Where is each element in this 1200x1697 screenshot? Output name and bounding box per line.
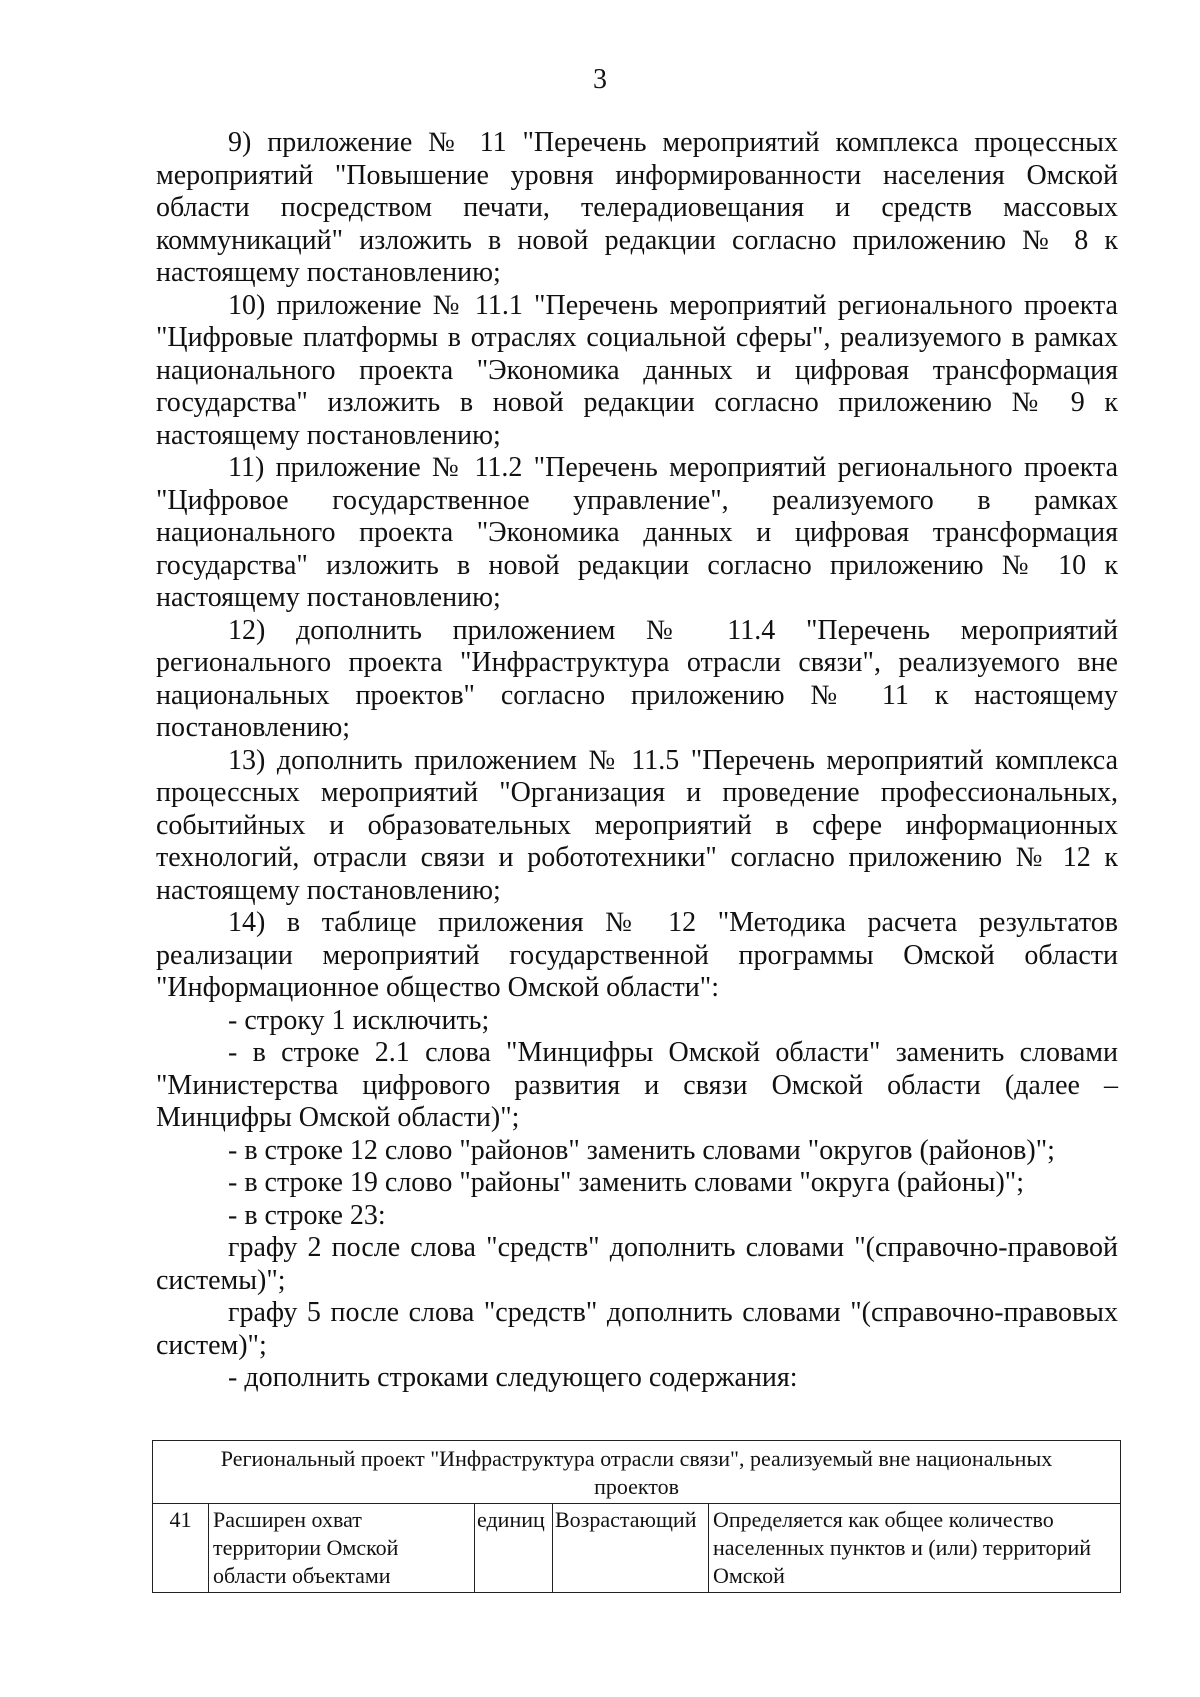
paragraph-item-11: 11) приложение № 11.2 "Перечень мероприятий регионального проекта "Цифровое государственное управление", реализуемого в рамках национального проекта "Экономика данных и цифровая трансформация государства" изложить в новой редакции согласно приложению № 10 к настоящему постановлению; [156, 452, 1118, 613]
paragraph-column-5: графу 5 после слова "средств" дополнить словами "(справочно-правовых систем)"; [156, 1297, 1118, 1361]
paragraph-item-12: 12) дополнить приложением № 11.4 "Перечень мероприятий регионального проекта "Инфраструктура отрасли связи", реализуемого вне национальных проектов" согласно приложению № 11 к настоящему постановлению; [156, 614, 1118, 743]
paragraph-item-10: 10) приложение № 11.1 "Перечень мероприятий регионального проекта "Цифровые платформы в отраслях социальной сферы", реализуемого в рамках национального проекта "Экономика данных и цифровая трансформация государства" изложить в новой редакции согласно приложению № 9 к настоящему постановлению; [156, 289, 1118, 451]
paragraph-row-23: - в строке 23: [228, 1199, 386, 1231]
page-number: 3 [593, 64, 607, 95]
paragraph-row-12: - в строке 12 слово "районов" заменить словами "округов (районов)"; [228, 1134, 1055, 1166]
table-cell-unit: единиц [475, 1504, 553, 1593]
amendment-table [152, 1440, 1121, 1593]
table-section-title: Региональный проект "Инфраструктура отрасли связи", реализуемый вне национальных проектов [153, 1441, 1121, 1504]
paragraph-exclude-row-1: - строку 1 исключить; [228, 1004, 490, 1036]
table-section-row [153, 1441, 1121, 1504]
table-cell-number: 41 [153, 1504, 209, 1593]
paragraph-row-2-1: - в строке 2.1 слова "Минцифры Омской области" заменить словами "Министерства цифрового развития и связи Омской области (далее – Минцифры Омской области)"; [156, 1037, 1118, 1133]
table-cell-type: Возрастающий [553, 1504, 709, 1593]
paragraph-row-19: - в строке 19 слово "районы" заменить словами "округа (районы)"; [228, 1167, 1025, 1198]
paragraph-add-rows: - дополнить строками следующего содержания: [228, 1362, 798, 1393]
paragraph-column-2: графу 2 после слова "средств" дополнить словами "(справочно-правовой системы)"; [156, 1232, 1118, 1296]
paragraph-item-14: 14) в таблице приложения № 12 "Методика расчета результатов реализации мероприятий государственной программы Омской области "Информационное общество Омской области": [156, 907, 1118, 1003]
document-body [156, 127, 1118, 1395]
table-row [153, 1504, 1121, 1593]
paragraph-item-13: 13) дополнить приложением № 11.5 "Перечень мероприятий комплекса процессных мероприятий "Организация и проведение профессиональных, событийных и образовательных мероприятий в сфере информационных технологий, отрасли связи и робототехники" согласно приложению № 12 к настоящему постановлению; [156, 744, 1118, 906]
paragraph-item-9: 9) приложение № 11 "Перечень мероприятий комплекса процессных мероприятий "Повышение уровня информированности населения Омской области посредством печати, телерадиовещания и средств массовых коммуникаций" изложить в новой редакции согласно приложению № 8 к настоящему постановлению; [156, 127, 1118, 288]
table-cell-name: Расширен охват территории Омской области объектами [209, 1504, 475, 1593]
table-cell-method: Определяется как общее количество населенных пунктов и (или) территорий Омской [709, 1504, 1121, 1593]
